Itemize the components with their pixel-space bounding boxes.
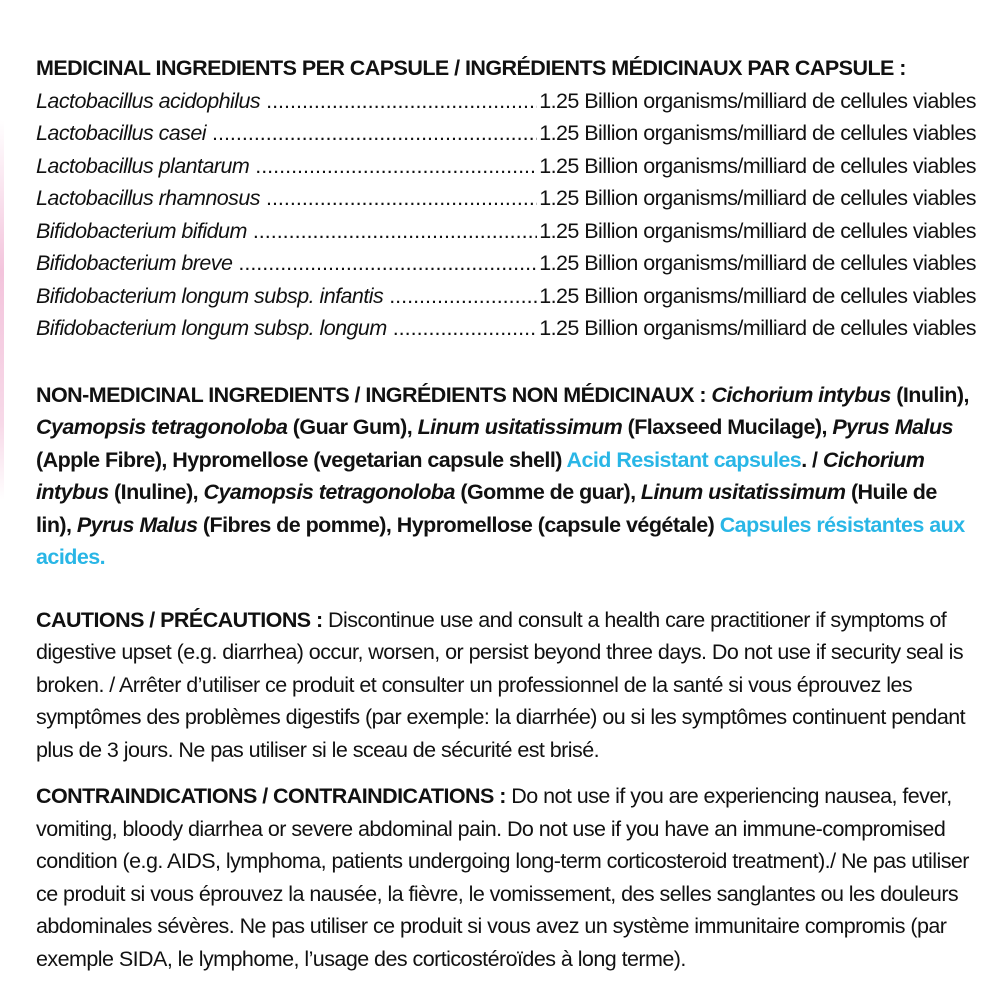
ingredient-text: (Guar Gum),	[287, 415, 418, 439]
ingredient-amount: 1.25 Billion organisms/milliard de cellules viables	[539, 283, 976, 308]
non-medicinal-ingredients-section	[36, 379, 976, 574]
ingredient-row	[36, 280, 976, 313]
ingredient-name: Bifidobacterium breve	[36, 251, 233, 275]
ingredient-text: (Huile de lin),	[36, 480, 937, 537]
dot-leader	[255, 150, 537, 183]
cautions-paragraph	[36, 604, 976, 767]
ingredient-text: (Inulin),	[890, 382, 969, 407]
dot-leader	[238, 247, 537, 280]
contraindications-heading: CONTRAINDICATIONS / CONTRAINDICATIONS :	[36, 784, 506, 808]
medicinal-ingredients-list	[36, 85, 976, 345]
pink-edge-decoration	[0, 120, 4, 500]
dot-leader	[266, 182, 537, 215]
non-medicinal-ingredients-paragraph	[36, 379, 976, 574]
cautions-section	[36, 604, 976, 767]
product-label-text	[36, 52, 976, 975]
ingredient-name: Lactobacillus acidophilus	[36, 88, 261, 113]
ingredient-amount: 1.25 Billion organisms/milliard de cellules viables	[539, 186, 976, 210]
acid-resistant-highlight: Acid Resistant capsules	[566, 447, 802, 472]
ingredient-row	[36, 247, 976, 280]
ingredient-row	[36, 150, 976, 183]
dot-leader	[266, 85, 537, 118]
ingredient-amount: 1.25 Billion organisms/milliard de cellules viables	[539, 316, 976, 340]
ingredient-latin-name: Cyamopsis tetragonoloba	[203, 480, 455, 504]
ingredient-latin-name: Pyrus Malus	[76, 512, 198, 537]
ingredient-text: (Flaxseed Mucilage),	[622, 415, 833, 439]
ingredient-name: Bifidobacterium longum subsp. longum	[36, 316, 387, 340]
ingredient-row	[36, 85, 976, 118]
ingredient-latin-name: Linum usitatissimum	[640, 480, 846, 504]
contraindications-paragraph	[36, 780, 976, 975]
dot-leader	[389, 280, 537, 313]
ingredient-name: Lactobacillus casei	[36, 121, 207, 145]
dot-leader	[393, 312, 538, 345]
ingredient-latin-name: Cyamopsis tetragonoloba	[36, 415, 288, 439]
dot-leader	[253, 215, 537, 248]
ingredient-amount: 1.25 Billion organisms/milliard de cellules viables	[539, 153, 976, 178]
ingredient-row	[36, 117, 976, 150]
ingredient-row	[36, 312, 976, 345]
ingredient-name: Bifidobacterium bifidum	[36, 218, 247, 243]
ingredient-latin-name: Cichorium intybus	[36, 447, 925, 504]
ingredient-row	[36, 182, 976, 215]
contraindications-section	[36, 780, 976, 975]
dot-leader	[212, 117, 537, 150]
ingredient-row	[36, 215, 976, 248]
ingredient-text: (Fibres de pomme), Hypromellose (capsule végétale)	[197, 512, 720, 537]
ingredient-amount: 1.25 Billion organisms/milliard de cellules viables	[539, 121, 976, 145]
ingredient-text: . /	[801, 447, 823, 472]
medicinal-ingredients-section	[36, 52, 976, 345]
ingredient-text: (Inuline),	[108, 480, 204, 504]
ingredient-name: Lactobacillus rhamnosus	[36, 186, 260, 210]
ingredient-latin-name: Cichorium intybus	[705, 382, 891, 407]
ingredient-amount: 1.25 Billion organisms/milliard de cellules viables	[539, 88, 976, 113]
contraindications-body: Do not use if you are experiencing nausea, fever, vomiting, bloody diarrhea or severe abdominal pain. Do not use if you have an immune-compromised condition (e.g. AIDS, lymphoma, patients undergoing long-term corticosteroid treatment)./ Ne pas utiliser ce produit si vous éprouvez la nausée, la fièvre, le vomissement, des selles sanglantes ou les douleurs abdominales sévères. Ne pas utiliser ce produit si vous avez un système immunitaire compromis (par exemple SIDA, le lymphome, l’usage des corticostéroïdes à long terme).	[36, 784, 969, 971]
ingredient-amount: 1.25 Billion organisms/milliard de cellules viables	[539, 218, 976, 243]
acid-resistant-highlight: Capsules résistantes aux acides.	[36, 512, 965, 569]
cautions-heading: CAUTIONS / PRÉCAUTIONS :	[36, 607, 323, 632]
medicinal-ingredients-heading: MEDICINAL INGREDIENTS PER CAPSULE / INGRÉDIENTS MÉDICINAUX PAR CAPSULE :	[36, 56, 906, 80]
ingredient-latin-name: Pyrus Malus	[832, 415, 953, 439]
cautions-body: Discontinue use and consult a health care practitioner if symptoms of digestive upset (e.g. diarrhea) occur, worsen, or persist beyond three days. Do not use if security seal is broken. / Arrêter d’utiliser ce produit et consulter un professionnel de la santé si vous éprouvez les symptômes des problèmes digestifs (par exemple: la diarrhée) ou si les symptômes continuent pendant plus de 3 jours. Ne pas utiliser si le sceau de sécurité est brisé.	[36, 607, 966, 762]
ingredient-name: Bifidobacterium longum subsp. infantis	[36, 283, 384, 308]
non-medicinal-ingredients-heading: NON-MEDICINAL INGREDIENTS / INGRÉDIENTS NON MÉDICINAUX :	[36, 382, 706, 407]
ingredient-text: (Apple Fibre), Hypromellose (vegetarian capsule shell)	[36, 447, 567, 472]
ingredient-text: (Gomme de guar),	[454, 480, 641, 504]
ingredient-amount: 1.25 Billion organisms/milliard de cellules viables	[539, 251, 976, 275]
ingredient-latin-name: Linum usitatissimum	[417, 415, 623, 439]
ingredient-name: Lactobacillus plantarum	[36, 153, 250, 178]
